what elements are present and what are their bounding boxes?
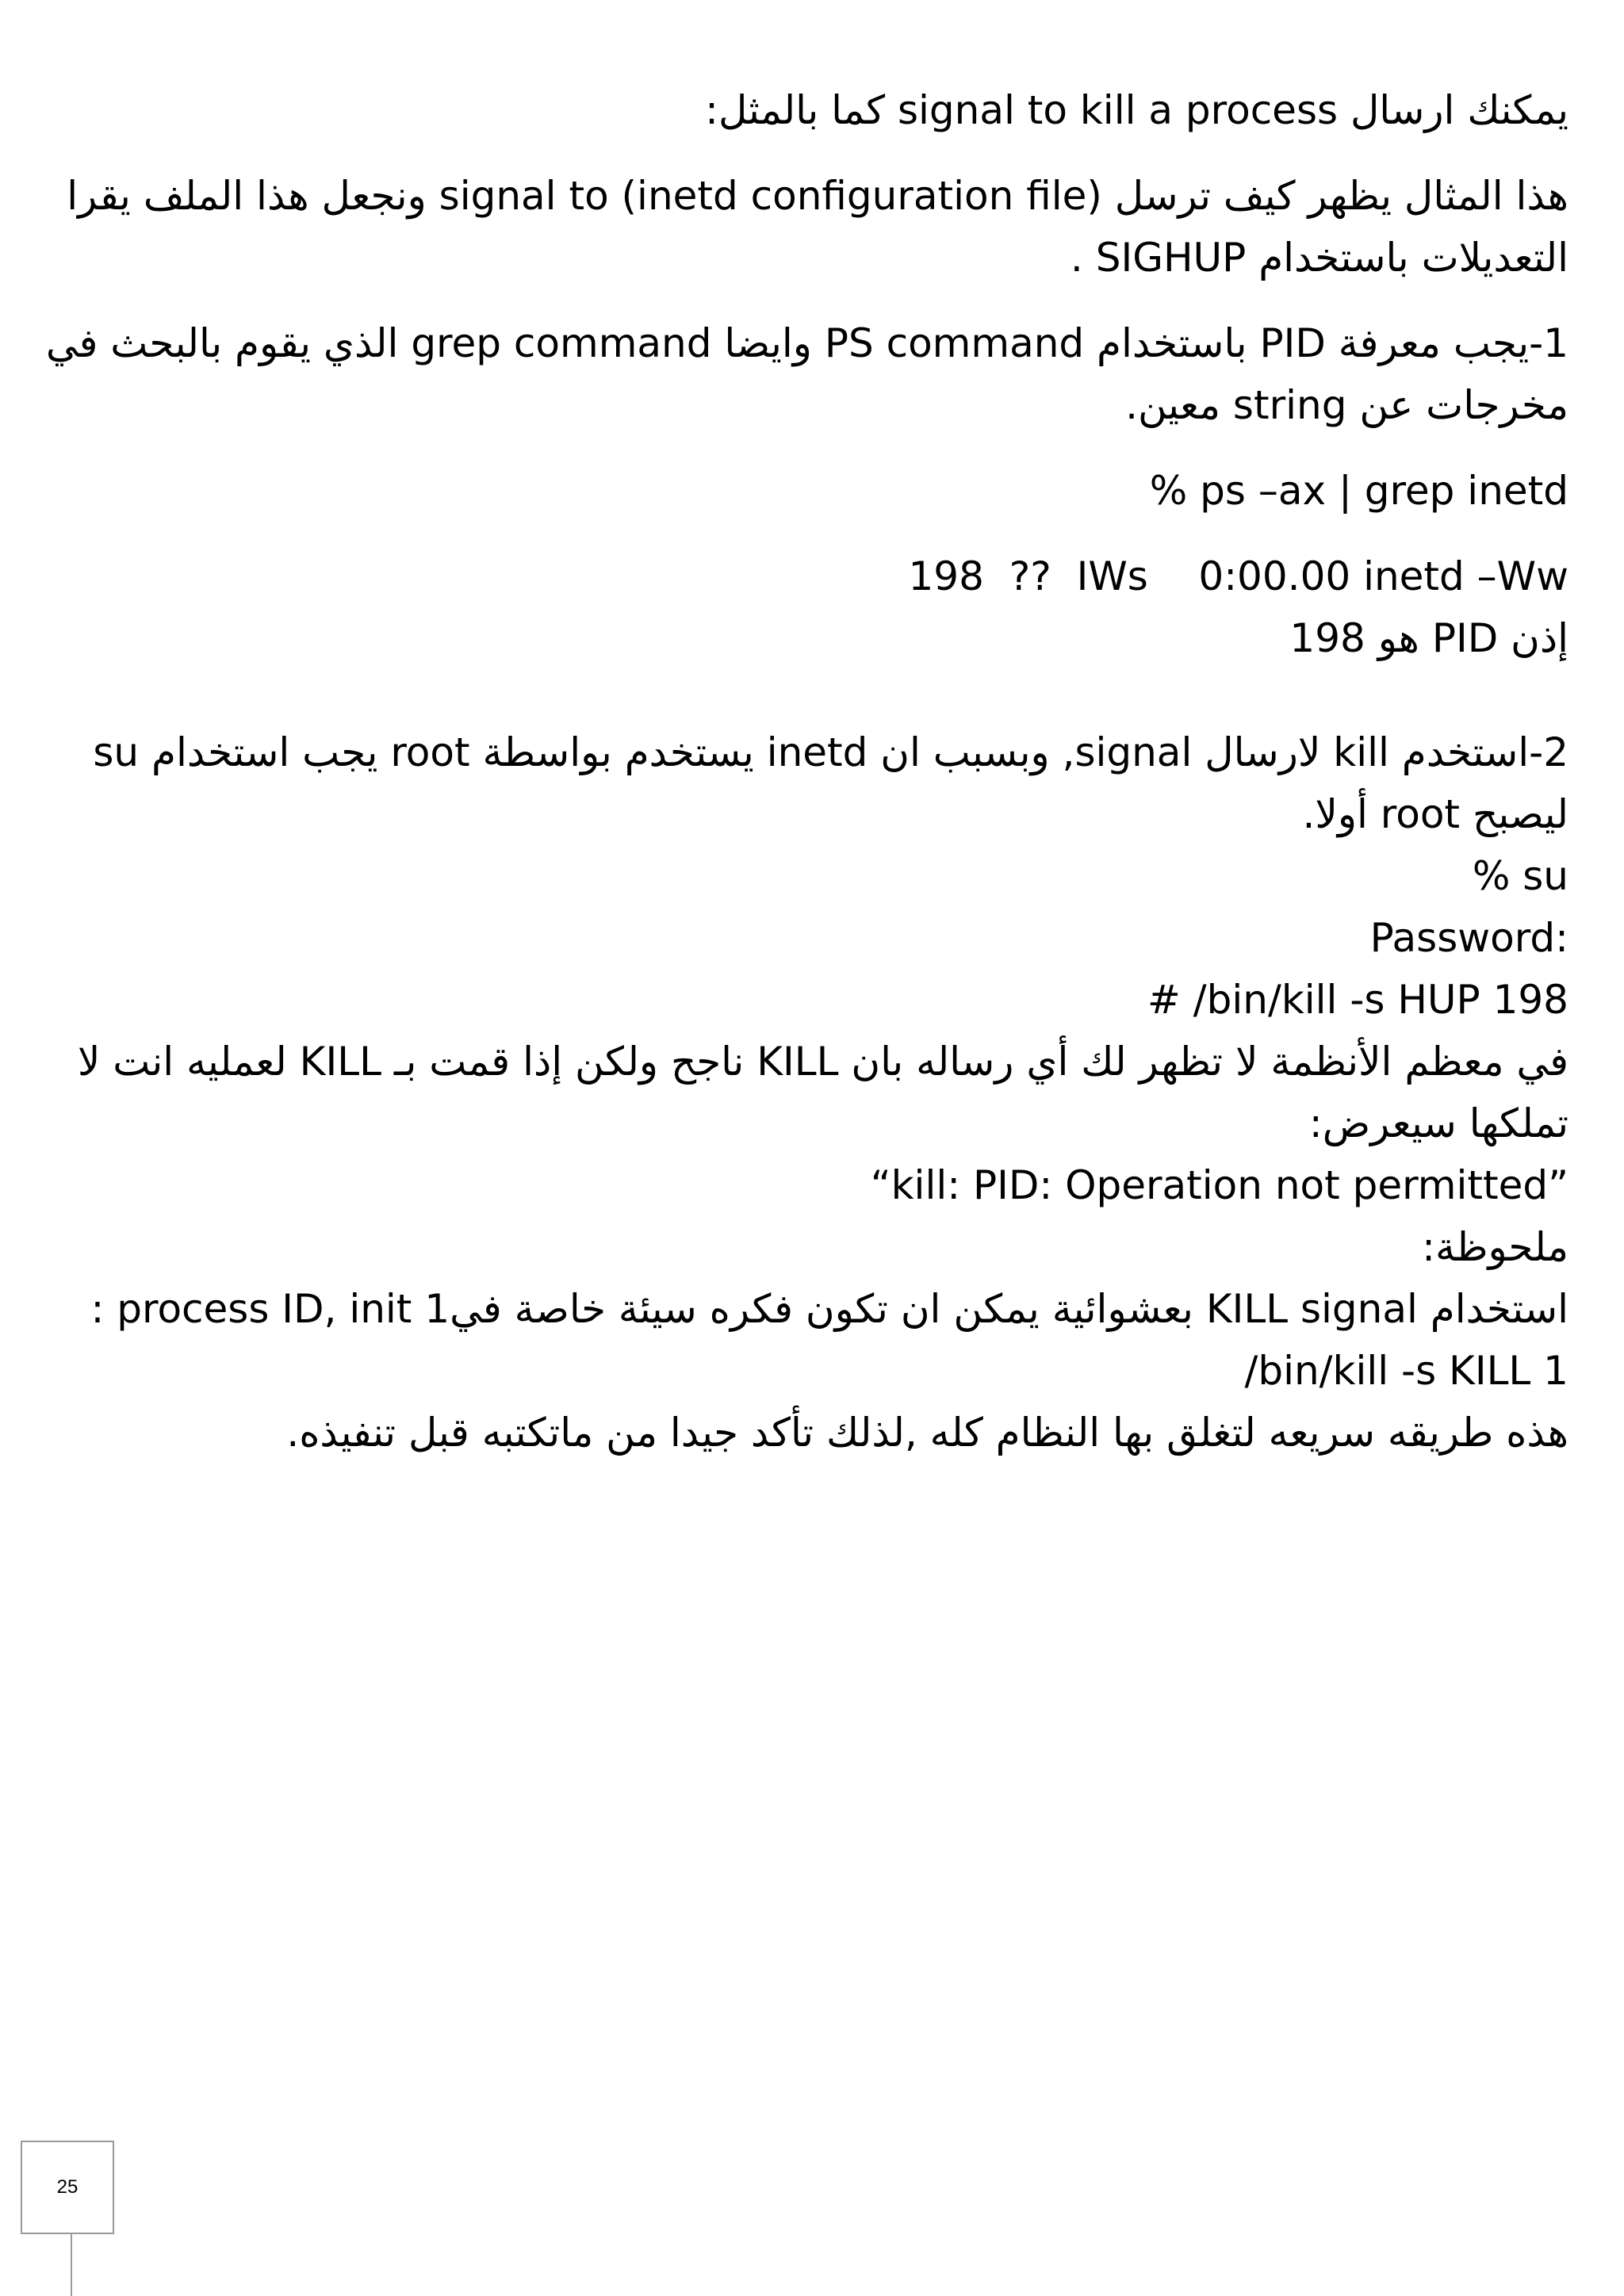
kill-hup-command: # /bin/kill -s HUP 198 [1147,977,1568,1023]
kill-init-command: /bin/kill -s KILL 1 [1244,1348,1568,1394]
pid-result-line: إذن PID هو 198 [1289,615,1568,661]
kill-warning-line: استخدام KILL signal بعشوائية يمكن ان تكون فكره سيئة خاصة في1 process ID, init : [90,1286,1568,1332]
document-body [29,79,1568,1464]
page-number-box [21,2141,114,2234]
operation-not-permitted-message: “kill: PID: Operation not permitted” [870,1162,1568,1208]
page-number: 25 [56,2176,79,2198]
ps-output-line: 198 ?? IWs 0:00.00 inetd –Ww [908,553,1568,599]
page-number-divider [71,2234,72,2296]
sighup-example-paragraph: هذا المثال يظهر كيف ترسل signal to (inetd configuration file) ونجعل هذا الملف يقرا التعديلات باستخدام SIGHUP . [67,173,1568,281]
su-command: % su [1472,853,1568,899]
shutdown-warning-line: هذه طريقه سريعه لتغلق بها النظام كله ,لذلك تأكد جيدا من ماتكتبه قبل تنفيذه. [286,1410,1568,1456]
kill-notice-paragraph: في معظم الأنظمة لا تظهر لك أي رساله بان KILL ناجح ولكن إذا قمت بـ KILL لعمليه انت لا تملكها سيعرض: [77,1039,1568,1146]
step-2-paragraph: 2-استخدم kill لارسال signal, وبسبب ان inetd يستخدم بواسطة root يجب استخدام su ليصبح root أولا. [93,729,1568,837]
note-heading: ملحوظة: [1422,1224,1568,1270]
ps-grep-command: % ps –ax | grep inetd [1149,468,1568,514]
step-1-paragraph: 1-يجب معرفة PID باستخدام PS command وايضا grep command الذي يقوم بالبحث في مخرجات عن string معين. [45,320,1568,428]
intro-line: يمكنك ارسال signal to kill a process كما بالمثل: [705,87,1568,133]
password-prompt: Password: [1369,915,1568,961]
